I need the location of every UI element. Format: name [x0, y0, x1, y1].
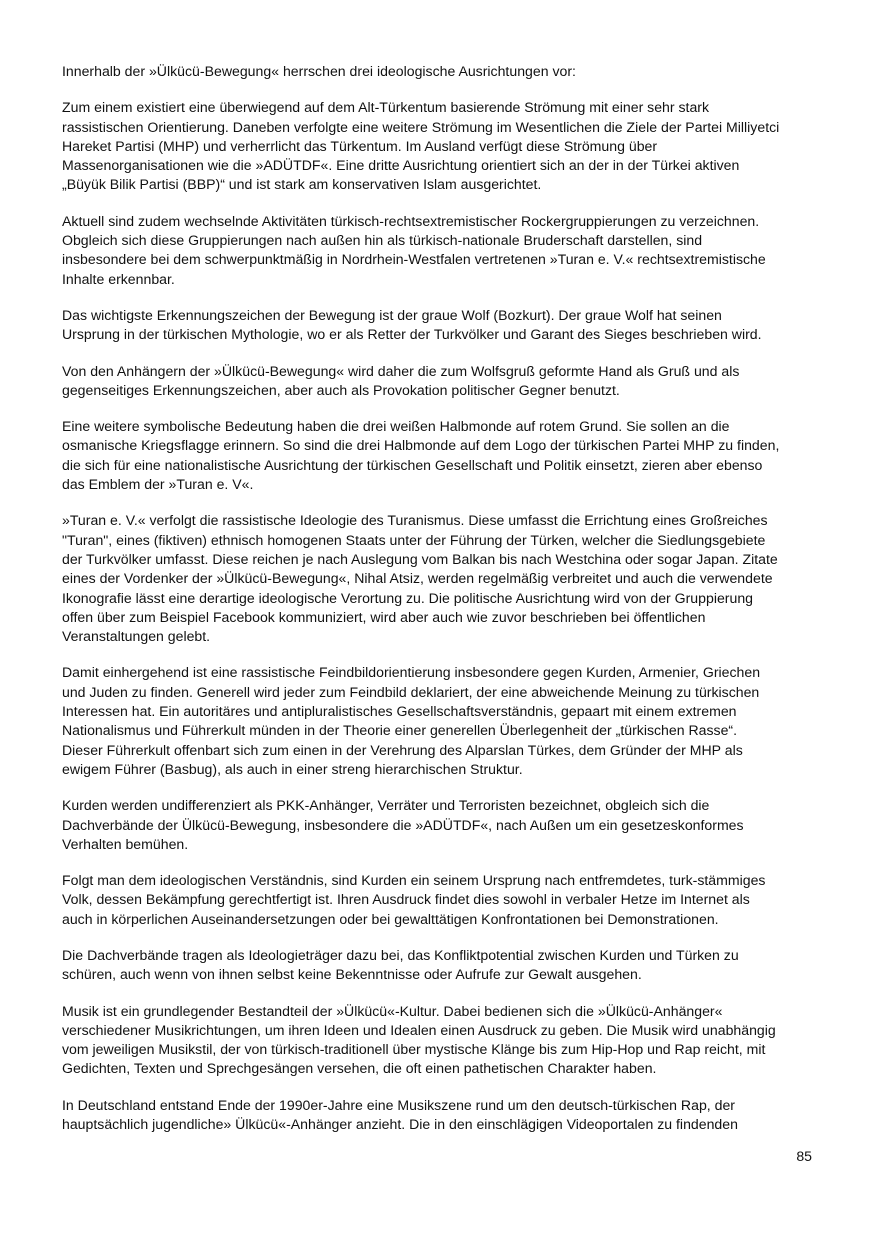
- paragraph-crescents: Eine weitere symbolische Bedeutung haben die drei weißen Halbmonde auf rotem Grund. Sie sollen an die osmanische Kriegsflagge erinnern. So sind die drei Halbmonde auf dem Logo der türkischen Partei MHP zu finden, die sich für eine nationalistische Ausrichtung der türkischen Gesellschaft und Politik einsetzt, zieren aber ebenso das Emblem der »Turan e. V«.: [62, 418, 780, 493]
- paragraph-ideological-orientations-intro: Innerhalb der »Ülkücü-Bewegung« herrschen drei ideologische Ausrichtungen vor:: [62, 63, 576, 79]
- paragraph-kurds-pkk: Kurden werden undifferenziert als PKK-Anhänger, Verräter und Terroristen bezeichnet, obgleich sich die Dachverbände der Ülkücü-Bewegung, insbesondere die »ADÜTDF«, nach Außen um ein gesetzeskonformes Verhalten bemühen.: [62, 797, 744, 852]
- paragraph-enemy-image: Damit einhergehend ist eine rassistische Feindbildorientierung insbesondere gegen Kurden, Armenier, Griechen und Juden zu finden. Generell wird jeder zum Feindbild deklariert, der eine abweichende Meinung zu türkischen Interessen hat. Ein autoritäres und antipluralistisches Gesellschaftsverständnis, gepaart mit einem extremen Nationalismus und Führerkult münden in der Theorie einer generellen Überlegenheit der „türkischen Rasse“. Dieser Führerkult offenbart sich zum einen in der Verehrung des Alparslan Türkes, dem Gründer der MHP als ewigem Führer (Basbug), als auch in einer streng hierarchischen Struktur.: [62, 664, 761, 777]
- paragraph-rap-scene: In Deutschland entstand Ende der 1990er-Jahre eine Musikszene rund um den deutsch-türkischen Rap, der hauptsächlich jugendliche» Ülkücü«-Anhänger anzieht. Die in den einschlägigen Videoportalen zu findenden: [62, 1096, 738, 1133]
- paragraph-turanism: »Turan e. V.« verfolgt die rassistische Ideologie des Turanismus. Diese umfasst die Errichtung eines Großreiches "Turan", eines (fiktiven) ethnisch homogenen Staats unter der Führung der Türken, welcher die Siedlungsgebiete der Turkvölker umfasst. Diese reichen je nach Auslegung vom Balkan bis nach Westchina oder sogar Japan. Zitate eines der Vordenker der »Ülkücü-Bewegung«, Nihal Atsiz, werden regelmäßig verbreitet und auch die verwendete Ikonografie lässt eine derartige ideologische Verortung zu. Die politische Ausrichtung wird von der Gruppierung offen über zum Beispiel Facebook kommuniziert, wird aber auch wie zuvor beschrieben bei öffentlichen Veranstaltungen gelebt.: [62, 512, 778, 645]
- paragraph-wolf-salute: Von den Anhängern der »Ülkücü-Bewegung« wird daher die zum Wolfsgruß geformte Hand als Gruß und als gegenseitiges Erkennungszeichen, aber auch als Provokation politischer Gegner benutzt.: [62, 362, 740, 398]
- paragraph-umbrella-associations: Die Dachverbände tragen als Ideologieträger dazu bei, das Konfliktpotential zwischen Kurden und Türken zu schüren, auch wenn von ihnen selbst keine Bekenntnisse oder Aufrufe zur Gewalt ausgehen.: [62, 946, 739, 983]
- paragraph-music: Musik ist ein grundlegender Bestandteil der »Ülkücü«-Kultur. Dabei bedienen sich die »Ülkücü-Anhänger« verschiedener Musikrichtungen, um ihren Ideen und Idealen einen Ausdruck zu geben. Die Musik wird unabhängig vom jeweiligen Musikstil, der von türkisch-traditionell über mystische Klänge bis zum Hip-Hop und Rap reicht, mit Gedichten, Texten und Sprechgesängen versehen, die oft einen pathetischen Charakter haben.: [62, 1002, 776, 1077]
- paragraph-rocker-groups: Aktuell sind zudem wechselnde Aktivitäten türkisch-rechtsextremistischer Rockergruppierungen zu verzeichnen. Obgleich sich diese Gruppierungen nach außen hin als türkisch-nationale Bruderschaft darstellen, sind insbesondere bei dem schwerpunktmäßig in Nordrhein-Westfalen vertretenen »Turan e. V.« rechtsextremistische Inhalte erkennbar.: [62, 212, 766, 287]
- paragraph-ideological-understanding: Folgt man dem ideologischen Verständnis, sind Kurden ein seinem Ursprung nach entfremdetes, turk-stämmiges Volk, dessen Bekämpfung gerechtfertigt ist. Ihren Ausdruck findet dies sowohl in verbaler Hetze im Internet als auch in körperlichen Auseinandersetzungen oder bei gewalttätigen Konfrontationen bei Demonstrationen.: [62, 872, 766, 927]
- paragraph-grey-wolf: Das wichtigste Erkennungszeichen der Bewegung ist der graue Wolf (Bozkurt). Der graue Wolf hat seinen Ursprung in der türkischen Mythologie, wo er als Retter der Turkvölker und Garant des Sieges beschrieben wird.: [62, 306, 762, 343]
- paragraph-three-currents: Zum einem existiert eine überwiegend auf dem Alt-Türkentum basierende Strömung mit einer sehr stark rassistischen Orientierung. Daneben verfolgte eine weitere Strömung im Wesentlichen die Ziele der Partei Milliyetci Hareket Partisi (MHP) und verherrlicht das Türkentum. Im Ausland verfügt diese Strömung über Massenorganisationen wie die »ADÜTDF«. Eine dritte Ausrichtung orientiert sich an der in der Türkei aktiven „Büyük Bilik Partisi (BBP)“ und ist stark am konservativen Islam ausgerichtet.: [62, 99, 780, 193]
- page-number: 85: [796, 1148, 812, 1164]
- page-body: [62, 62, 814, 1151]
